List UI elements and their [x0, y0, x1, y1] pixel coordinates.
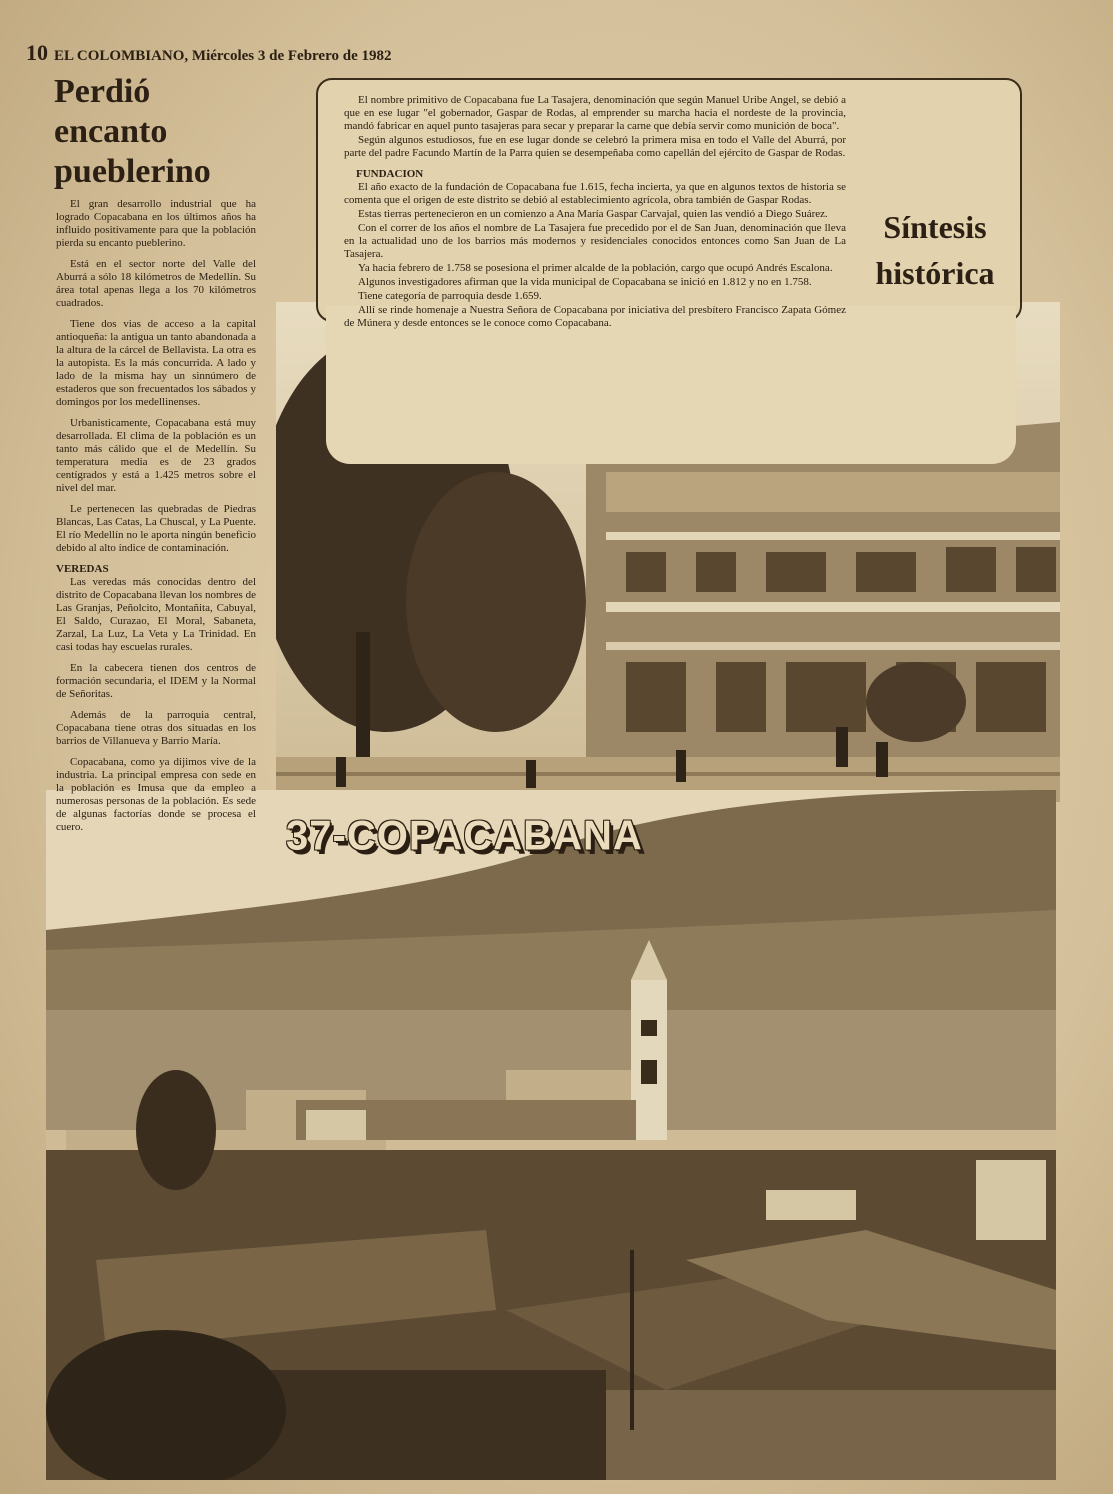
- paragraph: Allí se rinde homenaje a Nuestra Señora de Copacabana por iniciativa del presbítero Francisco Zapata Gómez de Múnera y desde entonces se le conoce como Copacabana.: [344, 304, 846, 329]
- paragraph: El nombre primitivo de Copacabana fue La Tasajera, denominación que según Manuel Uribe Angel, se debió a que en ese lugar "el gobernador, Gaspar de Rodas, al emprender su marcha hacia el nordeste de la provincia, mandó fabricar en aquel punto tasajeras para secar y preparar la carne que debía servir como munición de boca".: [344, 94, 846, 132]
- series-label: 37-COPACABANA: [286, 812, 643, 860]
- paragraph: Con el correr de los años el nombre de La Tasajera fue precedido por el de San Juan, denominación que lleva en la actualidad uno de los barrios más modernos y residenciales conocidos entonces como San Juan de La Tasajera.: [344, 222, 846, 260]
- masthead: EL COLOMBIANO, Miércoles 3 de Febrero de 1982: [54, 48, 392, 64]
- town-panorama-photo: [46, 790, 1056, 1480]
- paragraph: Las veredas más conocidas dentro del distrito de Copacabana llevan los nombres de Las Granjas, Peñolcito, Montañita, Cabuyal, El Saldo, Curazao, El Moral, Sabaneta, Zarzal, La Luz, La Veta y La Trinidad. En casi todas hay escuelas rurales.: [56, 576, 256, 653]
- sintesis-body: [344, 94, 846, 331]
- title-line: Síntesis: [883, 209, 987, 245]
- paragraph: Tiene dos vias de acceso a la capital antioqueña: la antigua un tanto abandonada a la altura de la cárcel de Bellavista. La otra es la autopista. Es la más concurrida. A lado y lado de la misma hay un sinnúmero de estaderos que son frecuentados los sábados y domingos por los medellinenses.: [56, 318, 256, 408]
- paragraph: Según algunos estudiosos, fue en ese lugar donde se celebró la primera misa en todo el Valle del Aburrá, por parte del padre Facundo Martín de la Parra quien se desempeñaba como capellán del ejército de Gaspar de Rodas.: [344, 134, 846, 159]
- paragraph: Además de la parroquia central, Copacabana tiene otras dos situadas en los barrios de Villanueva y Barrio María.: [56, 709, 256, 747]
- article-title: [54, 72, 284, 192]
- title-line: histórica: [875, 255, 995, 291]
- page-header: [26, 40, 391, 66]
- paragraph: Le pertenecen las quebradas de Piedras Blancas, Las Catas, La Chuscal, y La Puente. El río Medellín no le aporta ningún beneficio debido al alto índice de contaminación.: [56, 503, 256, 554]
- paragraph: El gran desarrollo industrial que ha logrado Copacabana en los últimos años ha influido positivamente para que la población pierda su encanto pueblerino.: [56, 198, 256, 249]
- paragraph: El año exacto de la fundación de Copacabana fue 1.615, fecha incierta, ya que en algunos textos de historia se comenta que el origen de este distrito se debió al establecimiento agrícola, obra también de Gaspar Rodas.: [344, 181, 846, 206]
- paragraph: Algunos investigadores afirman que la vida municipal de Copacabana se inició en 1.812 y no en 1.758.: [358, 276, 812, 288]
- sintesis-title: [860, 204, 1010, 296]
- paragraph: Urbanisticamente, Copacabana está muy desarrollada. El clima de la población es un tanto más cálido que el de Medellín. Su temperatura media es de 23 grados centígrados y está a 1.425 metros sobre el nivel del mar.: [56, 417, 256, 494]
- title-line: encanto: [54, 113, 168, 150]
- title-line: pueblerino: [54, 153, 211, 190]
- article-body: [56, 198, 256, 842]
- page-number: 10: [26, 40, 48, 65]
- title-line: Perdió: [54, 73, 151, 110]
- paragraph: Tiene categoría de parroquia desde 1.659.: [358, 290, 542, 302]
- veredas-heading: VEREDAS: [56, 563, 109, 575]
- paragraph: En la cabecera tienen dos centros de formación secundaria, el IDEM y la Normal de Señoritas.: [56, 662, 256, 700]
- paragraph: Estas tierras pertenecieron en un comienzo a Ana María Gaspar Carvajal, quien las vendió a Diego Suárez.: [358, 208, 828, 220]
- paragraph: Ya hacia febrero de 1.758 se posesiona el primer alcalde de la población, cargo que ocupó Andrés Escalona.: [358, 262, 833, 274]
- fundacion-heading: FUNDACION: [356, 168, 424, 180]
- paragraph: Está en el sector norte del Valle del Aburrá a sólo 18 kilómetros de Medellín. Su área total apenas llega a los 70 kilómetros cuadrados.: [56, 258, 256, 309]
- paragraph: Copacabana, como ya dijimos vive de la industria. La principal empresa con sede en la población es Imusa que da empleo a numerosas personas de la población. Es sede de algunas factorías donde se procesa el cuero.: [56, 756, 256, 833]
